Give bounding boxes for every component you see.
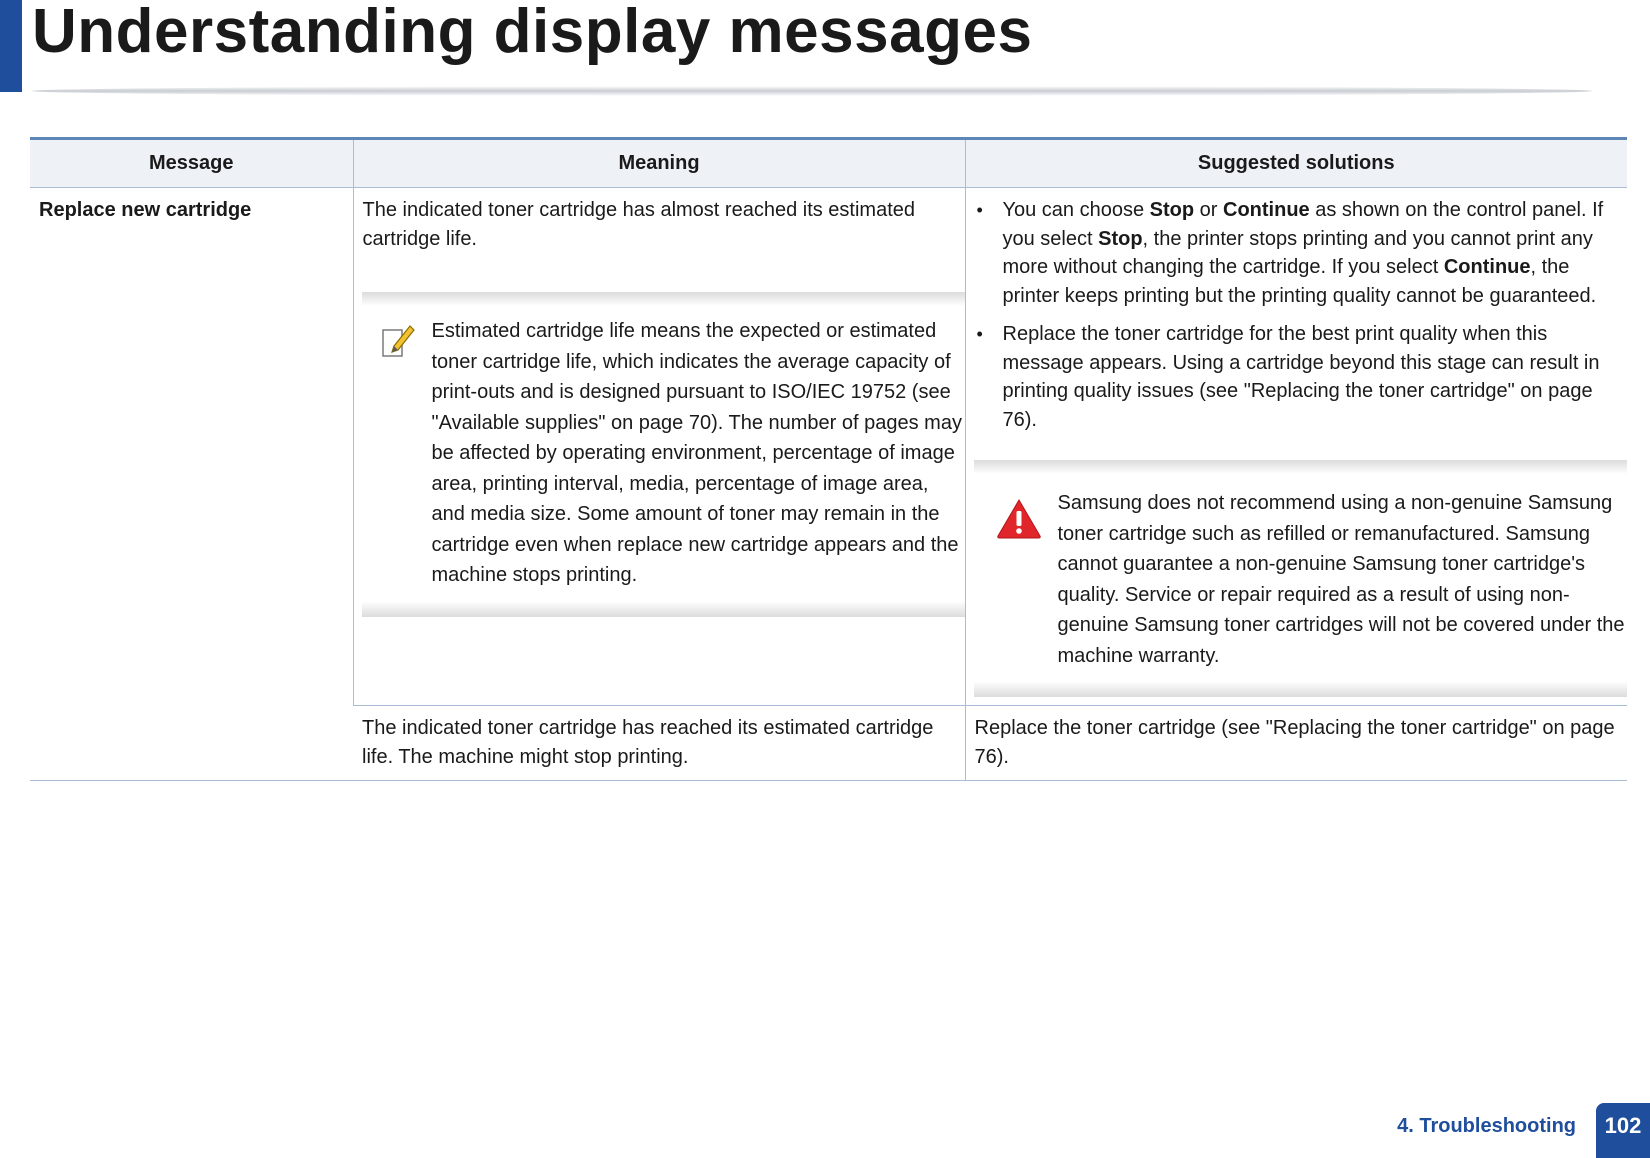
solutions-cell: Replace the toner cartridge (see "Replacing the toner cartridge" on page 76). [965,706,1627,781]
note-box [362,292,965,617]
list-item: • You can choose Stop or Continue as shown on the control panel. If you select Stop, the printer stops printing and you cannot print any more without changing the cartridge. If you select Continue, the printer keeps printing but the printing quality cannot be guaranteed. [975,196,1620,310]
page-title: Understanding display messages [32,0,1033,66]
note-top-edge [362,292,965,306]
caution-text: Samsung does not recommend using a non-genuine Samsung toner cartridge such as refilled or remanufactured. Samsung cannot guarantee a non-genuine Samsung toner cartridge's quality. Service or repair required as a result of using non-genuine Samsung toner cartridges will not be covered under the machine warranty. [1057,492,1625,667]
note-pencil-icon [380,316,432,591]
caution-box [974,460,1628,697]
caution-top-edge [974,460,1628,474]
title-accent-bar [0,0,22,92]
header-meaning: Meaning [353,139,965,188]
header-message: Message [30,139,353,188]
title-divider [32,86,1592,96]
footer-section-label: 4. Troubleshooting [1397,1115,1576,1137]
display-messages-table [30,137,1627,781]
note-text: Estimated cartridge life means the expected or estimated toner cartridge life, which indicates the average capacity of print-outs and is designed pursuant to ISO/IEC 19752 (see "Available supplies" on page 70). The number of pages may be affected by operating environment, percentage of image area, printing interval, media, percentage of image area, and media size. Some amount of toner may remain in the cartridge even when replace new cartridge appears and the machine stops printing. [431,320,962,586]
note-bottom-edge [362,601,965,617]
table-header-row [30,139,1627,188]
list-item: • Replace the toner cartridge for the best print quality when this message appears. Using a cartridge beyond this stage can result in printing quality issues (see "Replacing the toner cartridge" on page 76). [975,320,1620,434]
table-row [30,188,1627,706]
meaning-text: The indicated toner cartridge has almost reached its estimated cartridge life. [362,199,916,250]
meaning-cell: The indicated toner cartridge has reached its estimated cartridge life. The machine might stop printing. [353,706,965,781]
solutions-cell [965,188,1627,706]
header-solutions: Suggested solutions [965,139,1627,188]
meaning-cell [353,188,965,706]
message-cell: Replace new cartridge [30,188,353,781]
solutions-list [975,196,1620,434]
page-number: 102 [1596,1103,1650,1158]
caution-bottom-edge [974,681,1628,697]
caution-exclamation-icon [996,488,1058,671]
